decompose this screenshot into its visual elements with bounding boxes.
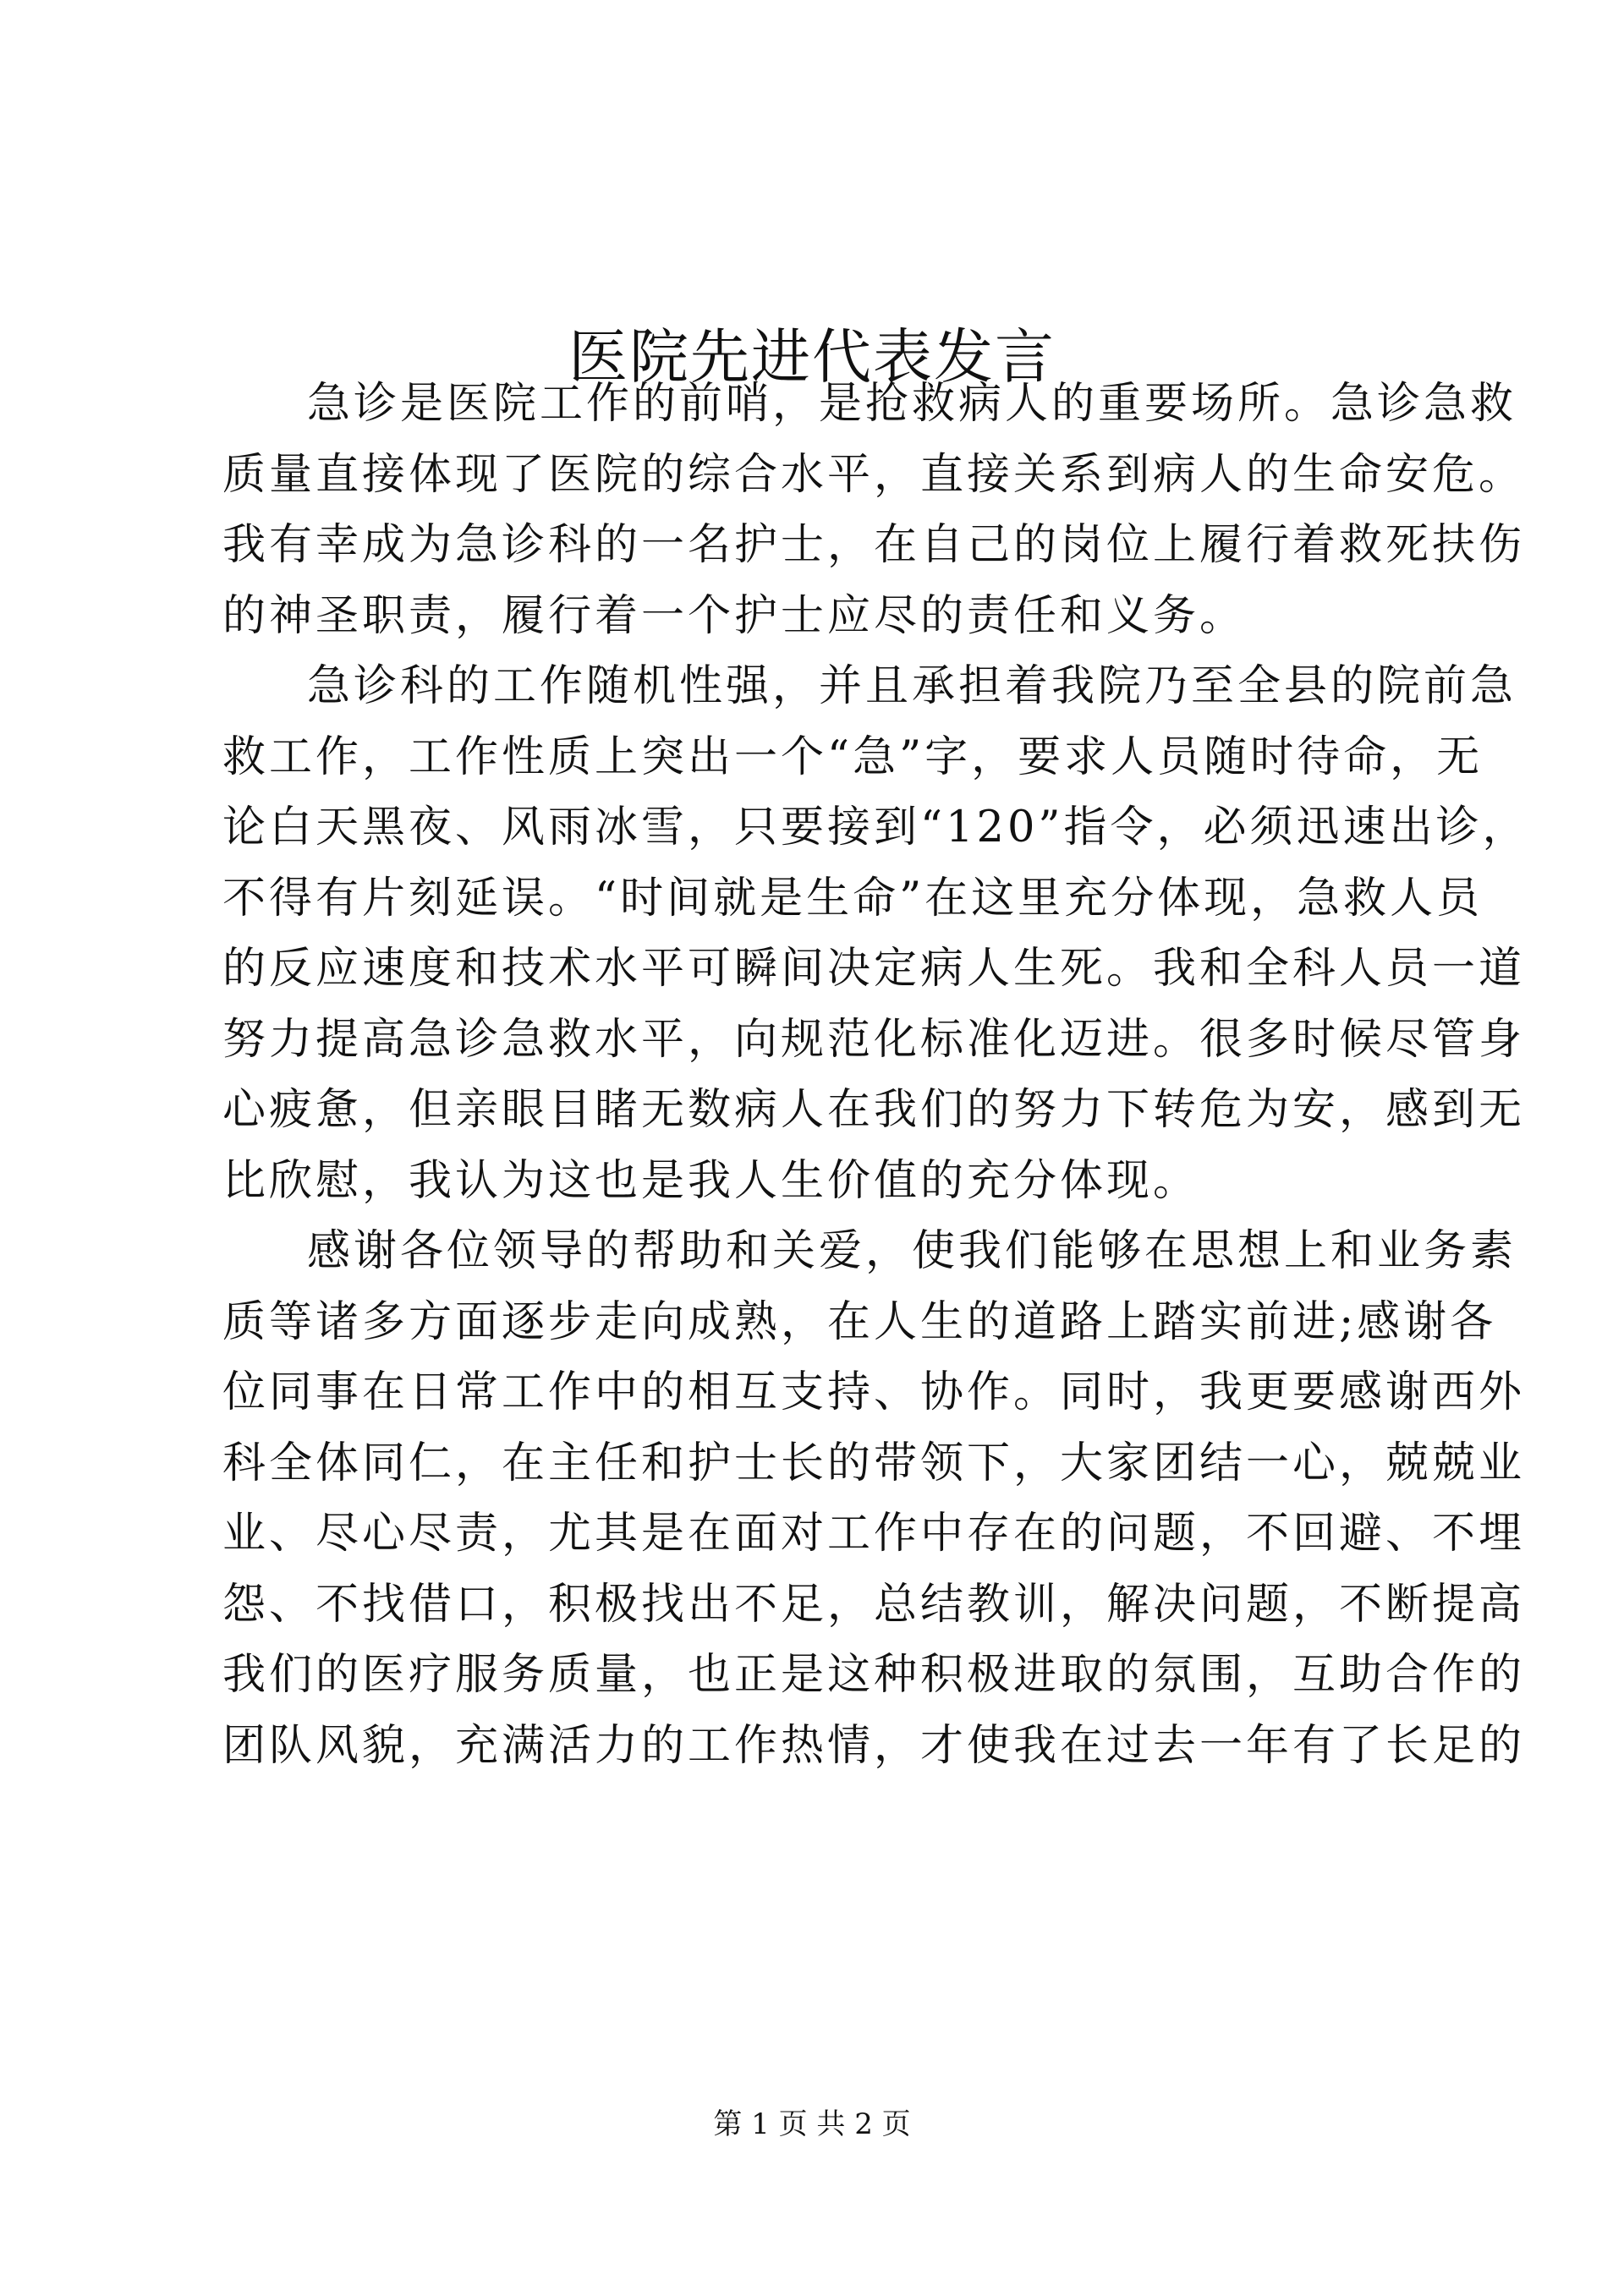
paragraph-line: 心疲惫，但亲眼目睹无数病人在我们的努力下转危为安，感到无 bbox=[222, 1085, 1526, 1135]
paragraph-line: 的反应速度和技术水平可瞬间决定病人生死。我和全科人员一道 bbox=[222, 944, 1526, 994]
paragraph-line: 科全体同仁，在主任和护士长的带领下，大家团结一心，兢兢业 bbox=[222, 1438, 1526, 1488]
paragraph-line: 努力提高急诊急救水平，向规范化标准化迈进。很多时候尽管身 bbox=[222, 1014, 1526, 1065]
paragraph-line: 业、尽心尽责，尤其是在面对工作中存在的问题，不回避、不埋 bbox=[222, 1509, 1526, 1559]
paragraph-line: 质量直接体现了医院的综合水平，直接关系到病人的生命安危。 bbox=[222, 449, 1526, 500]
paragraph-first-line: 急诊是医院工作的前哨，是抢救病人的重要场所。急诊急救 bbox=[307, 379, 1517, 429]
paragraph-line: 不得有片刻延误。“时间就是生命”在这里充分体现，急救人员 bbox=[222, 873, 1484, 923]
paragraph-line: 位同事在日常工作中的相互支持、协作。同时，我更要感谢西外 bbox=[222, 1367, 1526, 1417]
paragraph-line: 我有幸成为急诊科的一名护士，在自己的岗位上履行着救死扶伤 bbox=[222, 520, 1526, 570]
paragraph-line: 怨、不找借口，积极找出不足，总结教训，解决问题，不断提高 bbox=[222, 1579, 1526, 1630]
paragraph-first-line: 急诊科的工作随机性强，并且承担着我院乃至全县的院前急 bbox=[307, 661, 1517, 711]
paragraph-line: 质等诸多方面逐步走向成熟，在人生的道路上踏实前进;感谢各 bbox=[222, 1296, 1497, 1347]
paragraph-line: 救工作，工作性质上突出一个“急”字，要求人员随时待命，无 bbox=[222, 732, 1484, 782]
paragraph-line: 的神圣职责，履行着一个护士应尽的责任和义务。 bbox=[222, 590, 1247, 641]
paragraph-line: 团队风貌，充满活力的工作热情，才使我在过去一年有了长足的 bbox=[222, 1720, 1526, 1771]
document-title: 医院先进代表发言 bbox=[568, 321, 1056, 392]
paragraph-first-line: 感谢各位领导的帮助和关爱，使我们能够在思想上和业务素 bbox=[307, 1226, 1517, 1276]
paragraph-line: 我们的医疗服务质量，也正是这种积极进取的氛围，互助合作的 bbox=[222, 1650, 1526, 1700]
paragraph-line: 比欣慰，我认为这也是我人生价值的充分体现。 bbox=[222, 1155, 1200, 1206]
page-footer: 第 1 页 共 2 页 bbox=[713, 2107, 911, 2141]
paragraph-line: 论白天黑夜、风雨冰雪，只要接到“120”指令，必须迅速出诊， bbox=[222, 803, 1529, 852]
